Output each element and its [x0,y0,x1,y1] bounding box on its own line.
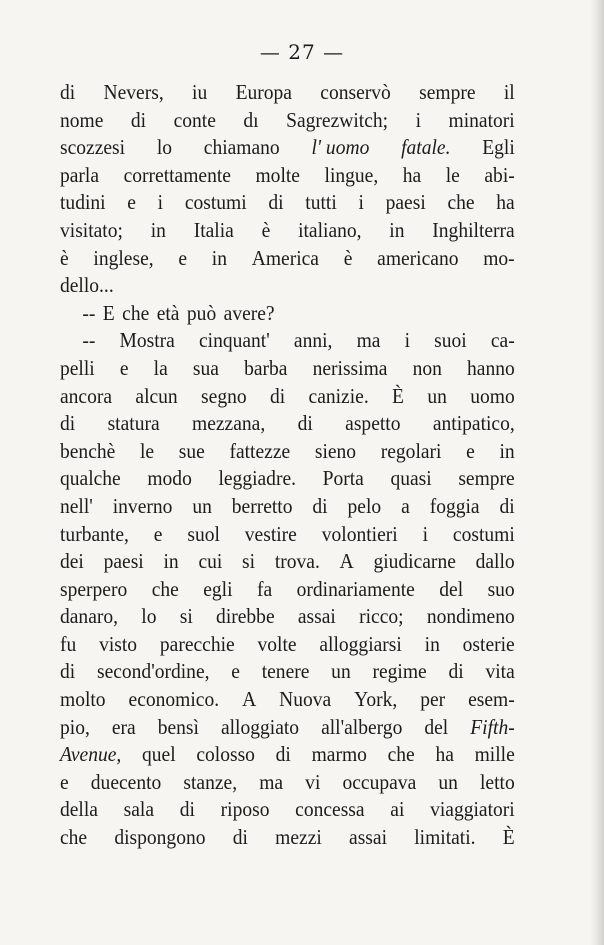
word: lingue, [324,162,379,187]
word: del [424,714,449,739]
word: -- [82,300,96,325]
word: viaggiatori [430,797,515,822]
word: fatale. [401,135,451,160]
word: antipatico, [432,411,515,436]
word: Nuova [279,687,332,712]
text-line [60,549,515,577]
word: Italia [193,217,234,242]
text-line [60,108,515,136]
word: dı [243,107,259,132]
text-line [60,190,515,218]
text-line [60,494,515,522]
text-line [60,825,515,853]
word: i [157,190,164,215]
word: Sagrezwitch; [286,107,389,132]
text-line [60,328,515,356]
text-line [60,577,515,605]
word: e [127,190,136,215]
word: alloggiato [220,714,300,739]
word: nondimeno [426,604,515,629]
word: e [119,355,129,380]
word: pelo [347,493,382,518]
word: può [186,300,217,325]
text-line [60,246,515,274]
word: mille [474,742,515,767]
word: in [424,631,440,656]
word: a [401,493,410,518]
word: italiano, [298,217,362,242]
word: costumi [184,190,247,215]
word: limitati. [414,825,476,850]
word: letto [480,769,515,794]
text-line [60,301,515,329]
word: tenere [261,659,310,684]
word: suoi [434,328,467,353]
word: aspetto [345,411,401,436]
page-number: — 27 — [259,40,345,64]
word: canizie. [308,383,369,408]
word: e [153,521,163,546]
word: nome [60,107,104,132]
word: correttamente [123,162,231,187]
text-line [60,522,515,550]
text-line [60,218,515,246]
word: modo [147,466,192,491]
word: di [130,107,147,132]
word: Nevers, [103,80,164,104]
word: ha [496,190,515,215]
word: fattezze [229,438,291,463]
word: suo [487,576,515,601]
word: conte [173,107,216,132]
word: anni, [293,328,333,353]
word: l' uomo [311,135,370,160]
word: Egli [482,135,515,160]
word: Avenue, [60,742,122,767]
word: minatori [448,107,515,132]
word: ha [435,742,454,767]
word: visitato; [60,217,123,242]
word: vestire [244,521,297,546]
word: in [389,217,405,242]
word: Fifth- [470,714,515,739]
word: nell' [60,493,93,518]
word: in [499,438,515,463]
word: barba [244,355,288,380]
text-line [60,632,515,660]
word: per [420,687,446,712]
word: che [387,742,415,767]
word: volontieri [321,521,398,546]
word: all'albergo [321,714,403,739]
word: ha [402,162,422,187]
word: -- [82,328,96,353]
word: suol [187,521,220,546]
word: marmo [311,742,367,767]
word: è [261,217,271,242]
word: e [178,245,188,270]
word: pelli [60,355,95,380]
word: Europa [235,80,292,104]
word: era [111,714,136,739]
word: qualche [60,466,121,491]
word: non [412,355,442,380]
word: York, [354,687,398,712]
word: di [268,190,284,215]
word: berretto [231,493,293,518]
word: mezzana, [192,411,266,436]
text-line [60,135,515,163]
word: osterie [462,631,515,656]
word: paesi [385,190,426,215]
word: foggia [429,493,480,518]
word: che [447,190,475,215]
text-line [60,687,515,715]
word: e [231,659,240,684]
word: iu [192,80,208,104]
word: sperpero [60,576,128,601]
page-edge-shadow [590,0,604,945]
word: Mostra [119,328,175,353]
word: conservò [320,80,391,104]
word: e [60,769,69,794]
word: paesi [103,549,144,574]
word: assai [349,825,387,850]
word: parecchie [159,631,235,656]
word: costumi [452,521,515,546]
word: tutti [305,190,337,215]
word: vi [305,769,321,794]
word: in [211,245,227,270]
word: mezzi [275,825,322,850]
word: colosso [196,742,255,767]
word: regolari [380,438,442,463]
word: Porta [322,466,364,491]
word: che [122,300,150,325]
word: visto [99,631,138,656]
word: giudicarne [373,549,456,574]
word: inglese, [93,245,154,270]
word: esem- [468,687,515,712]
word: ricco; [359,604,404,629]
word: egli [203,576,233,601]
word: ordinariamente [296,576,415,601]
word: età [156,300,180,325]
text-line [60,384,515,412]
word: ma [259,769,284,794]
word: stanze, [183,769,238,794]
text-line [60,797,515,825]
word: chiamano [203,135,280,160]
text-line [60,273,515,301]
word: lo [141,604,157,629]
word: assai [297,604,336,629]
word: dei [60,549,84,574]
word: sieno [314,438,357,463]
word: danaro, [60,604,119,629]
text-line [60,659,515,687]
word: di [179,797,195,822]
word: che [151,576,179,601]
word: È [502,825,515,850]
word: i [404,328,411,353]
word: di [312,493,328,518]
word: cui [198,549,223,574]
word: ca- [490,328,515,353]
word: regime [372,659,427,684]
word: pio, [60,714,90,739]
word: un [427,383,447,408]
word: E [102,300,115,325]
word: vita [485,659,515,684]
word: parla [60,162,100,187]
word: A [339,549,354,574]
word: si [179,604,193,629]
word: benchè [60,438,116,463]
word: la [153,355,168,380]
word: sempre [458,466,515,491]
word: turbante, [60,521,129,546]
word: fu [60,631,77,656]
word: tudini [60,190,106,215]
word: quasi [390,466,432,491]
word: concessa [295,797,365,822]
word: alloggiarsi [319,631,402,656]
word: che [60,825,88,850]
word: e [466,438,475,463]
word: occupava [342,769,417,794]
word: trova. [274,549,320,574]
word: è [60,245,69,270]
word: sala [123,797,155,822]
word: volte [257,631,297,656]
word: un [331,659,351,684]
word: avere? [223,300,275,325]
word: bensì [157,714,199,739]
text-line [60,715,515,743]
word: segno [201,383,247,408]
word: ma [356,328,381,353]
word: della [60,797,98,822]
word: il [503,80,515,104]
word: sua [192,355,219,380]
word: inverno [112,493,173,518]
word: in [163,549,179,574]
word: È [392,383,404,408]
word: di [297,411,313,436]
word: ancora [60,383,113,408]
word: ai [390,797,405,822]
word: molte [255,162,300,187]
word: uomo [470,383,515,408]
word: i [415,107,422,132]
word: di [60,411,76,436]
word: di [60,659,76,684]
word: fa [256,576,273,601]
word: alcun [135,383,178,408]
text-line [60,742,515,770]
word: di [60,80,76,104]
word: è [343,245,353,270]
word: sue [178,438,205,463]
word: dispongono [114,825,206,850]
word: second'ordine, [96,659,210,684]
text-line [60,411,515,439]
text-line [60,163,515,191]
word: mo- [483,245,515,270]
word: in [150,217,166,242]
word: le [139,438,155,463]
word: A [242,687,257,712]
word: riposo [220,797,270,822]
word: i [358,190,364,215]
word: di [499,493,515,518]
text-line [60,770,515,798]
text-line [60,466,515,494]
body-text [60,80,515,853]
word: duecento [90,769,162,794]
word: sempre [419,80,476,104]
word: economico. [128,687,220,712]
word: del [439,576,464,601]
word: dallo [475,549,515,574]
word: nerissima [312,355,388,380]
word: di [232,825,248,850]
word: molto [60,687,106,712]
text-line [60,80,515,108]
word: i [422,521,429,546]
word: americano [377,245,459,270]
word: di [448,659,464,684]
word: cinquant' [198,328,270,353]
word: un [438,769,458,794]
word: America [251,245,319,270]
word: le [445,162,460,187]
word: abi- [484,162,515,187]
word: dello... [60,273,114,298]
word: direbbe [216,604,275,629]
word: di [275,742,291,767]
word: lo [156,135,173,160]
word: si [242,549,256,574]
word: di [269,383,286,408]
text-line [60,604,515,632]
text-line [60,356,515,384]
word: hanno [467,355,515,380]
word: un [192,493,212,518]
word: Inghilterra [432,217,515,242]
word: quel [141,742,176,767]
word: leggiadre. [218,466,297,491]
word: statura [107,411,160,436]
text-line [60,439,515,467]
word: scozzesi [60,135,126,160]
